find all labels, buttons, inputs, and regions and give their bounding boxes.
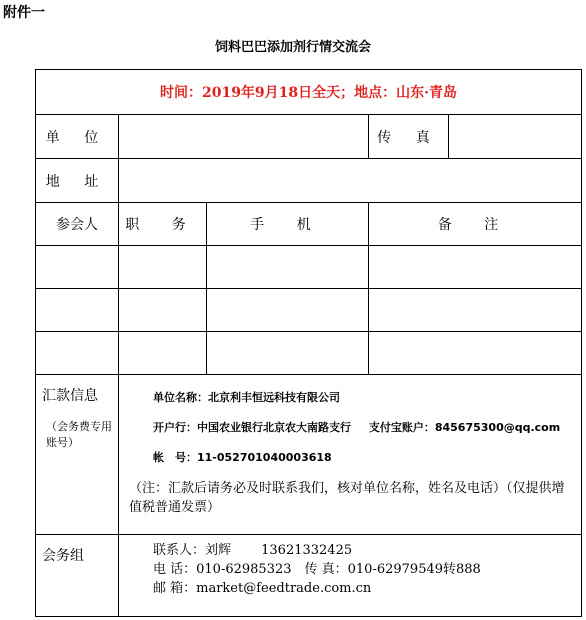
position-cell[interactable] (119, 246, 207, 289)
attendee-cell[interactable] (36, 332, 119, 375)
remarks-cell[interactable] (369, 246, 582, 289)
org-label: 会务组 (36, 535, 119, 617)
payment-info (119, 375, 582, 535)
remit-label-cell (36, 375, 119, 535)
address-field[interactable] (119, 159, 582, 203)
contact-person: 联系人：刘辉 13621332425 (153, 543, 353, 558)
unit-label: 单 位 (36, 115, 119, 159)
attendee-cell[interactable] (36, 289, 119, 332)
unit-field[interactable] (119, 115, 369, 159)
registration-form (35, 69, 582, 617)
remarks-cell[interactable] (369, 332, 582, 375)
mobile-cell[interactable] (207, 289, 369, 332)
remit-label: 汇款信息 (42, 388, 98, 404)
mobile-cell[interactable] (207, 332, 369, 375)
position-label: 职 务 (119, 203, 207, 246)
remarks-cell[interactable] (369, 289, 582, 332)
address-label: 地 址 (36, 159, 119, 203)
payee-company: 单位名称：北京利丰恒远科技有限公司 (153, 391, 340, 404)
remit-sublabel: （会务费专用账号） (46, 420, 112, 449)
attendee-label: 参会人 (36, 203, 119, 246)
mobile-cell[interactable] (207, 246, 369, 289)
payment-note: （注：汇款后请务必及时联系我们，核对单位名称，姓名及电话）（仅提供增值税普通发票） (129, 481, 565, 515)
account-number: 帐 号：11-052701040003618 (153, 451, 332, 464)
fax-label: 传 真 (369, 115, 449, 159)
attendee-cell[interactable] (36, 246, 119, 289)
alipay-account: 支付宝账户：845675300@qq.com (368, 421, 561, 434)
document-title: 饲料巴巴添加剂行情交流会 (214, 40, 371, 55)
bank-line (153, 413, 581, 443)
contact-phone: 电 话：010-62985323 传 真：010-62979549转888 (153, 562, 481, 577)
contact-info (119, 535, 582, 617)
position-cell[interactable] (119, 332, 207, 375)
event-info: 时间：2019年9月18日全天；地点：山东·青岛 (36, 70, 582, 115)
bank-name: 开户行：中国农业银行北京农大南路支行 (153, 421, 351, 434)
mobile-label: 手 机 (207, 203, 369, 246)
attachment-label: 附件一 (3, 5, 45, 21)
contact-email: 邮 箱：market@feedtrade.com.cn (153, 581, 372, 596)
position-cell[interactable] (119, 289, 207, 332)
remarks-label: 备 注 (369, 203, 582, 246)
fax-field[interactable] (449, 115, 582, 159)
